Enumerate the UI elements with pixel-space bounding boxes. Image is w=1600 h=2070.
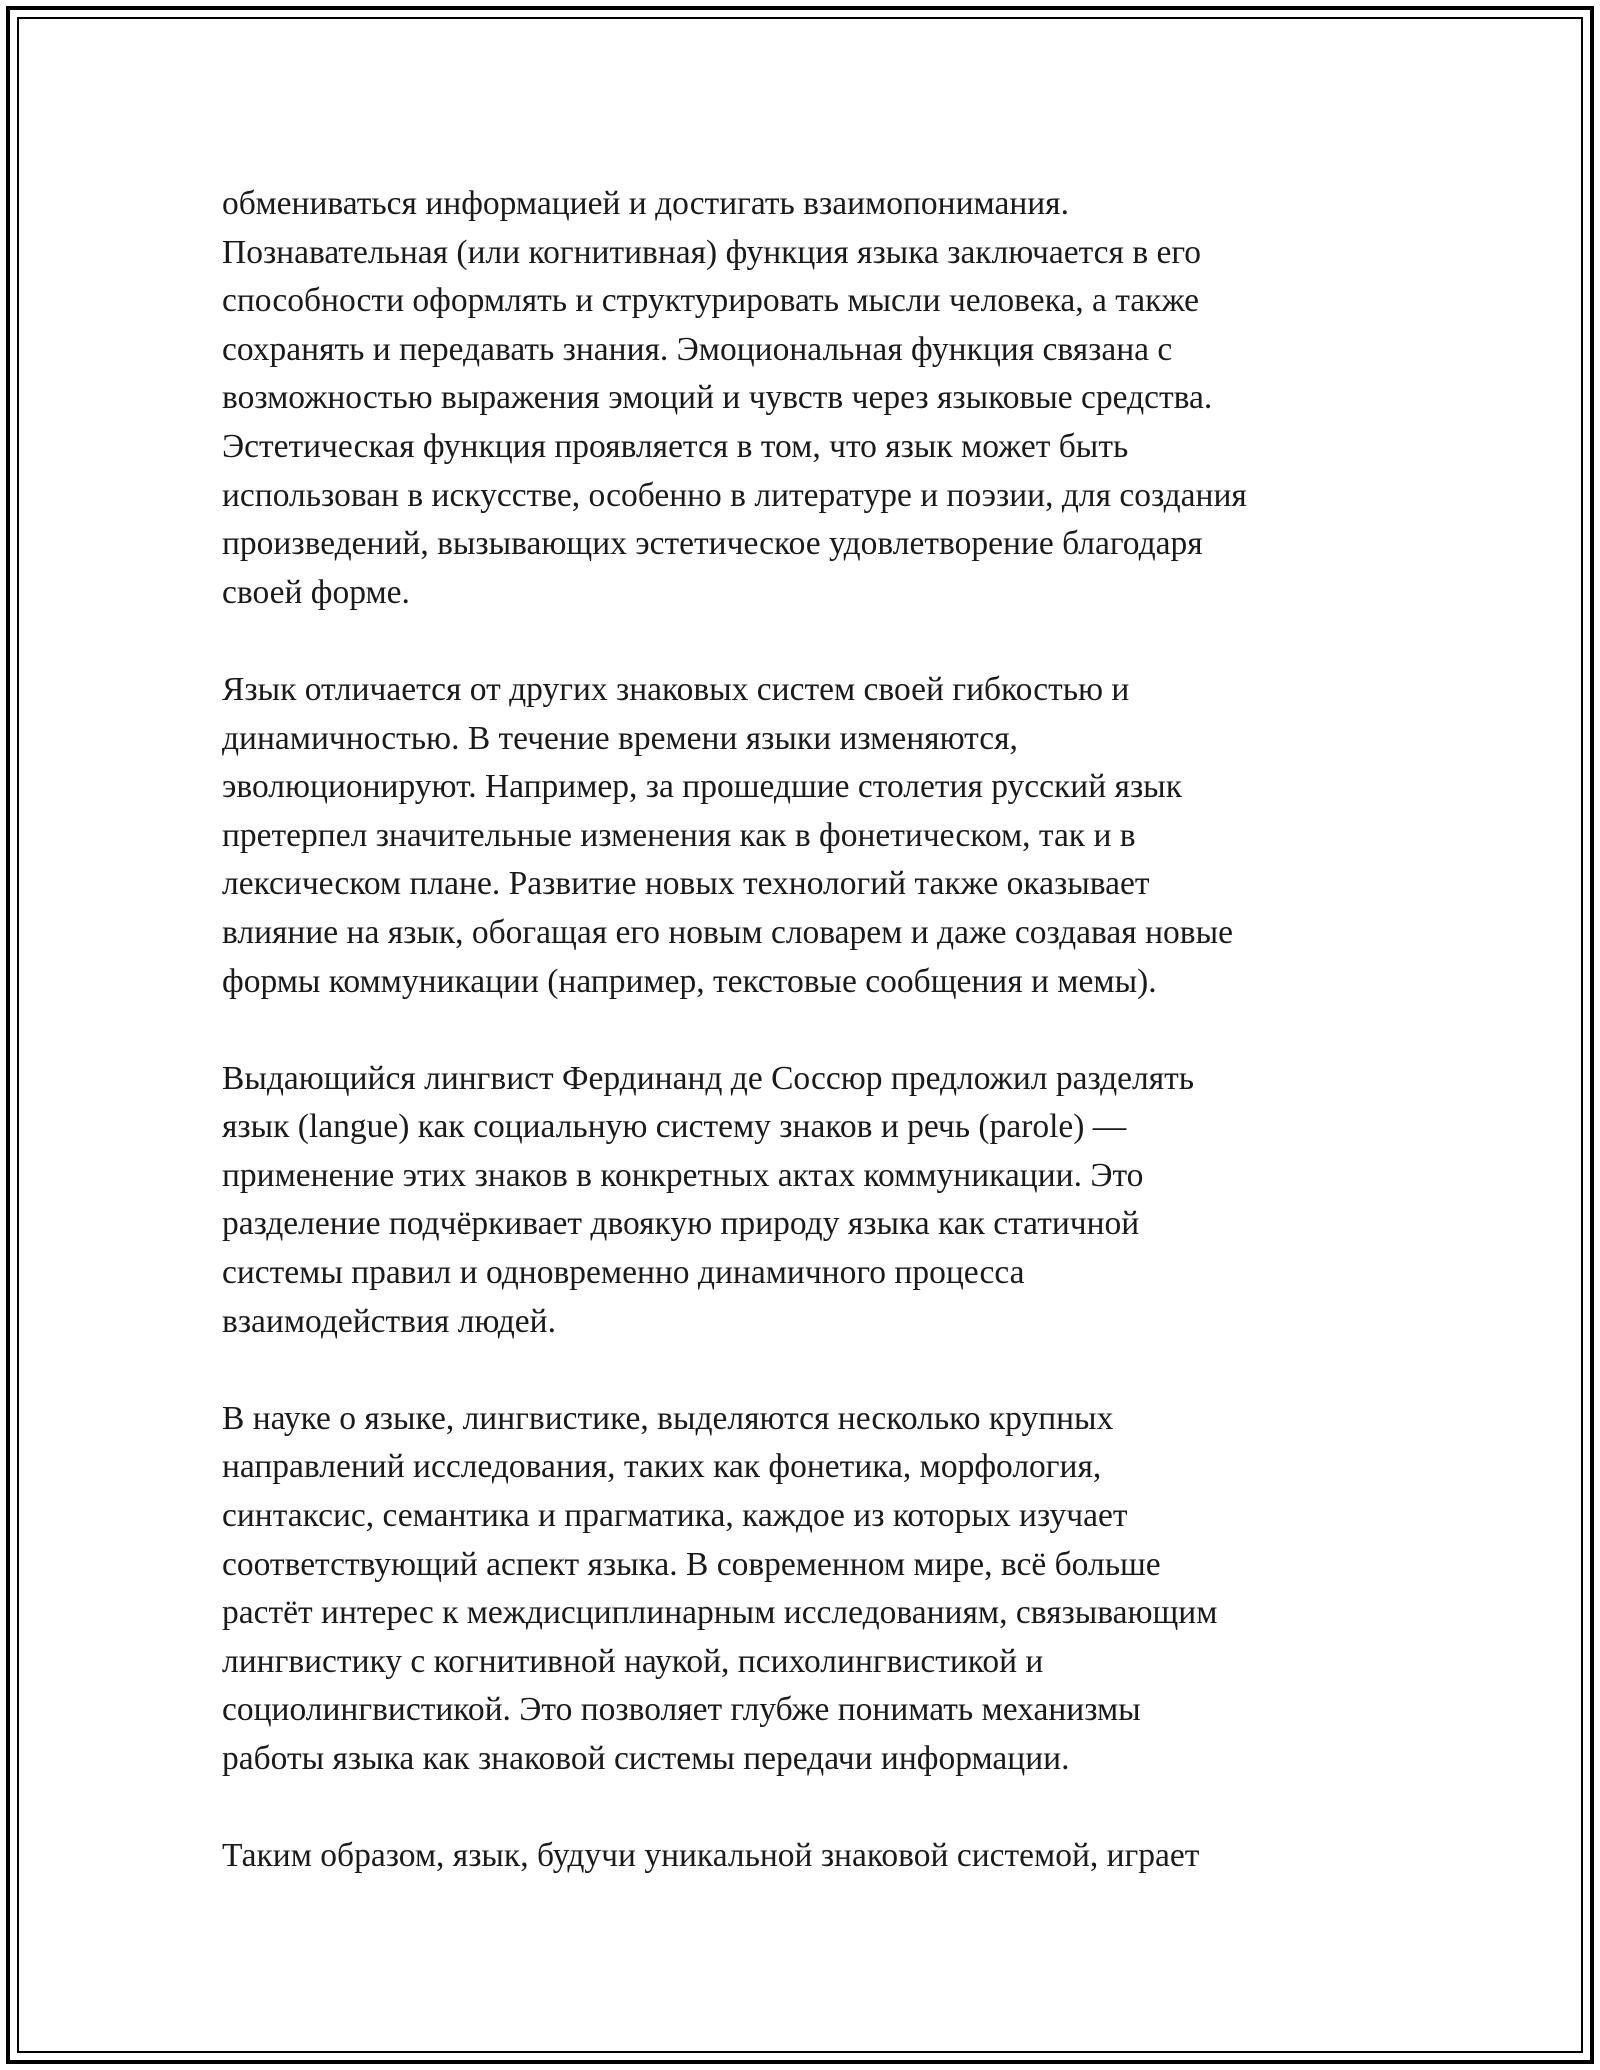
text-line: В науке о языке, лингвистике, выделяются несколько крупных xyxy=(222,1399,1114,1437)
text-line: Познавательная (или когнитивная) функция языка заключается в его xyxy=(222,233,1202,271)
text-line: произведений, вызывающих эстетическое удовлетворение благодаря xyxy=(222,525,1203,563)
paragraph-language-functions xyxy=(222,180,1392,617)
text-line: эволюционируют. Например, за прошедшие столетия русский язык xyxy=(222,768,1182,806)
text-line: сохранять и передавать знания. Эмоциональная функция связана с xyxy=(222,330,1173,368)
text-line: разделение подчёркивает двоякую природу языка как статичной xyxy=(222,1205,1140,1243)
text-line: формы коммуникации (например, текстовые сообщения и мемы). xyxy=(222,962,1157,1000)
text-line: социолингвистикой. Это позволяет глубже понимать механизмы xyxy=(222,1691,1141,1729)
text-line: работы языка как знаковой системы передачи информации. xyxy=(222,1740,1070,1777)
text-line: возможностью выражения эмоций и чувств через языковые средства. xyxy=(222,379,1213,417)
text-line: Выдающийся лингвист Фердинанд де Соссюр предложил разделять xyxy=(222,1059,1195,1097)
paragraph-linguistics-fields xyxy=(222,1395,1392,1784)
text-line: растёт интерес к междисциплинарным исследованиям, связывающим xyxy=(222,1594,1218,1632)
text-line: способности оформлять и структурировать мысли человека, а также xyxy=(222,282,1200,320)
text-line: направлений исследования, таких как фонетика, морфология, xyxy=(222,1448,1102,1486)
text-line: лексическом плане. Развитие новых технологий также оказывает xyxy=(222,865,1150,903)
paragraph-language-dynamics xyxy=(222,666,1392,1006)
text-line: Язык отличается от других знаковых систем своей гибкостью и xyxy=(222,670,1130,708)
text-line: своей форме. xyxy=(222,573,410,611)
text-line: синтаксис, семантика и прагматика, каждое из которых изучает xyxy=(222,1497,1128,1535)
text-line: лингвистику с когнитивной наукой, психолингвистикой и xyxy=(222,1642,1044,1680)
text-line: динамичностью. В течение времени языки изменяются, xyxy=(222,719,1018,757)
text-line: язык (langue) как социальную систему знаков и речь (parole) — xyxy=(222,1108,1127,1146)
paragraph-saussure xyxy=(222,1055,1392,1347)
text-line: применение этих знаков в конкретных актах коммуникации. Это xyxy=(222,1156,1144,1194)
text-line: влияние на язык, обогащая его новым словарем и даже создавая новые xyxy=(222,913,1233,951)
text-line: Таким образом, язык, будучи уникальной знаковой системой, играет xyxy=(222,1837,1200,1875)
paragraph-conclusion xyxy=(222,1832,1392,1881)
document-body xyxy=(222,180,1392,1929)
text-line: Эстетическая функция проявляется в том, что язык может быть xyxy=(222,427,1129,465)
text-line: претерпел значительные изменения как в фонетическом, так и в xyxy=(222,816,1136,854)
text-line: соответствующий аспект языка. В современном мире, всё больше xyxy=(222,1545,1161,1583)
text-line: обмениваться информацией и достигать взаимопонимания. xyxy=(222,185,1069,222)
text-line: взаимодействия людей. xyxy=(222,1302,556,1340)
text-line: использован в искусстве, особенно в литературе и поэзии, для создания xyxy=(222,476,1247,514)
text-line: системы правил и одновременно динамичного процесса xyxy=(222,1254,1025,1292)
